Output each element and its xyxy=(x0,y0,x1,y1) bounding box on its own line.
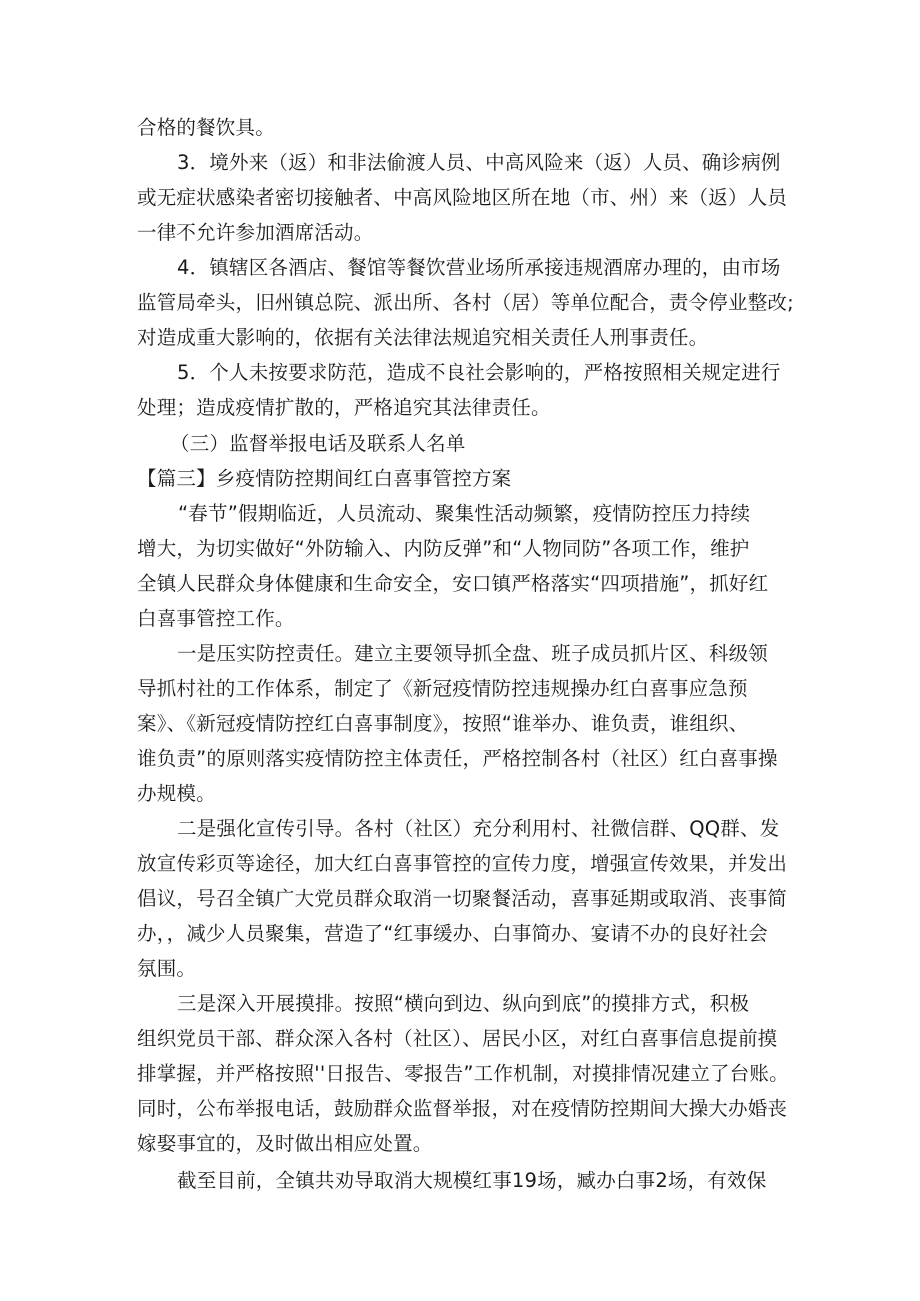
text-line: 3．境外来（返）和非法偷渡人员、中高风险来（返）人员、确诊病例 xyxy=(177,151,781,174)
text-line: 组织党员干部、群众深入各村（社区）、居民小区，对红白喜事信息提前摸 xyxy=(137,1027,778,1050)
section-heading: （三）监督举报电话及联系人名单 xyxy=(170,432,466,455)
text-line: 5．个人未按要求防范，造成不良社会影响的，严格按照相关规定进行 xyxy=(177,361,781,384)
text-line: 办，，减少人员聚集，营造了“红事缓办、白事简办、宴请不办的良好社会 xyxy=(137,922,768,945)
text-line: 截至目前，全镇共劝导取消大规模红事19场，臧办白事2场，有效保 xyxy=(177,1169,767,1192)
text-line: 或无症状感染者密切接触者、中高风险地区所在地（市、州）来（返）人员 xyxy=(137,186,788,209)
text-line: 监管局牵头，旧州镇总院、派出所、各村（居）等单位配合，责令停业整改; xyxy=(137,291,794,314)
text-line: 案》、《新冠疫情防控红白喜事制度》，按照“谁举办、谁负责，谁组织、 xyxy=(137,712,749,735)
text-line: 氛围。 xyxy=(137,957,197,980)
text-line: 对造成重大影响的，依据有关法律法规追究相关责任人刑事责任。 xyxy=(137,326,709,349)
text-line: 嫁娶事宜的，及时做出相应处置。 xyxy=(137,1132,433,1155)
text-line: 全镇人民群众身体健康和生命安全，安口镇严格落实“四项措施”，抓好红 xyxy=(137,572,769,595)
chapter-title: 【篇三】乡疫情防控期间红白喜事管控方案 xyxy=(137,467,512,490)
text-line: 二是强化宣传引导。各村（社区）充分利用村、社微信群、QQ群、发 xyxy=(177,817,780,840)
text-line: 办规模。 xyxy=(137,782,216,805)
text-line: 倡议，号召全镇广大党员群众取消一切聚餐活动，喜事延期或取消、丧事简 xyxy=(137,887,788,910)
text-line: 排掌握，并严格按照''日报告、零报告”工作机制，对摸排情况建立了台账。 xyxy=(137,1062,789,1085)
text-line: 4．镇辖区各酒店、餐馆等餐饮营业场所承接违规酒席办理的，由市场 xyxy=(177,256,781,279)
text-line: 谁负责”的原则落实疫情防控主体责任，严格控制各村（社区）红白喜事操 xyxy=(137,747,778,770)
text-line: 导抓村社的工作体系，制定了《新冠疫情防控违规操办红白喜事应急预 xyxy=(137,677,748,700)
text-line: 处理；造成疫情扩散的，严格追究其法律责任。 xyxy=(137,396,551,419)
text-line: 同时，公布举报电话，鼓励群众监督举报，对在疫情防控期间大操大办婚丧 xyxy=(137,1097,788,1120)
text-line: 一律不允许参加酒席活动。 xyxy=(137,221,374,244)
text-line: “春节”假期临近，人员流动、聚集性活动频繁，疫情防控压力持续 xyxy=(178,502,751,525)
text-line: 放宣传彩页等途径，加大红白喜事管控的宣传力度，增强宣传效果，并发出 xyxy=(137,852,788,875)
text-line: 一是压实防控责任。建立主要领导抓全盘、班子成员抓片区、科级领 xyxy=(177,642,769,665)
text-line: 三是深入开展摸排。按照“横向到边、纵向到底”的摸排方式，积极 xyxy=(177,992,750,1015)
text-line: 增大，为切实做好“外防输入、内防反弹”和“人物同防”各项工作，维护 xyxy=(137,537,750,560)
text-line: 合格的餐饮具。 xyxy=(137,116,275,139)
text-line: 白喜事管控工作。 xyxy=(137,607,295,630)
